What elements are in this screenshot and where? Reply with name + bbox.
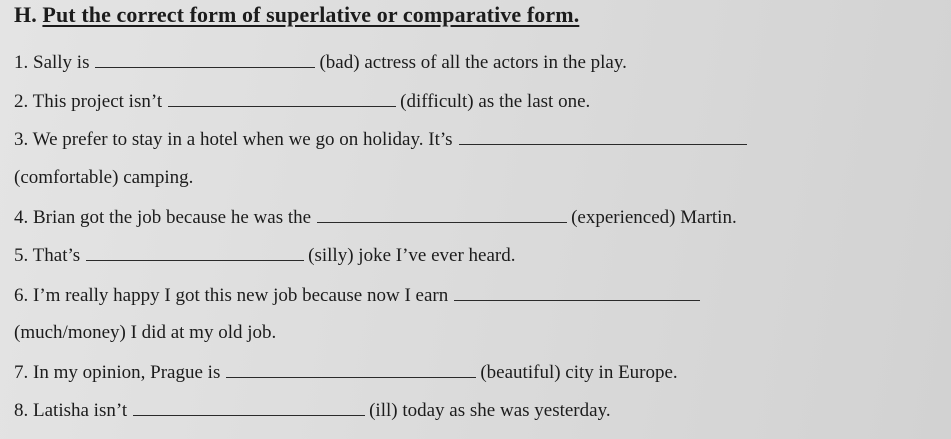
- exercise-letter: H.: [14, 2, 37, 27]
- item-1-blank[interactable]: [95, 50, 315, 68]
- item-5-suffix: (silly) joke I’ve ever heard.: [308, 245, 516, 266]
- item-7-suffix: (beautiful) city in Europe.: [480, 362, 678, 383]
- exercise-item-6-continuation: [14, 321, 276, 345]
- exercise-item-2: [14, 89, 590, 114]
- exercise-item-3-continuation: [14, 166, 193, 190]
- exercise-item-1: [14, 50, 627, 75]
- item-1-suffix: (bad) actress of all the actors in the play.: [319, 52, 627, 73]
- item-2-suffix: (difficult) as the last one.: [400, 91, 591, 112]
- item-4-prefix: 4. Brian got the job because he was the: [14, 207, 312, 228]
- exercise-item-5: [14, 243, 515, 268]
- item-3-continuation-text: (comfortable) camping.: [14, 167, 194, 188]
- item-4-blank[interactable]: [317, 205, 567, 223]
- exercise-item-8: [14, 398, 611, 423]
- item-8-blank[interactable]: [133, 398, 365, 416]
- item-6-prefix: 6. I’m really happy I got this new job because now I earn: [14, 285, 449, 306]
- exercise-heading: [14, 2, 579, 28]
- exercise-item-6: [14, 283, 700, 308]
- item-7-prefix: 7. In my opinion, Prague is: [14, 362, 221, 383]
- item-4-suffix: (experienced) Martin.: [571, 207, 737, 228]
- item-8-prefix: 8. Latisha isn’t: [14, 400, 128, 421]
- item-3-prefix: 3. We prefer to stay in a hotel when we go on holiday. It’s: [14, 129, 453, 150]
- item-6-blank[interactable]: [454, 283, 700, 301]
- exercise-item-3: [14, 127, 747, 152]
- item-5-blank[interactable]: [86, 243, 304, 261]
- item-8-suffix: (ill) today as she was yesterday.: [369, 400, 611, 421]
- item-6-continuation-text: (much/money) I did at my old job.: [14, 322, 277, 343]
- exercise-title: Put the correct form of superlative or comparative form.: [42, 2, 580, 27]
- exercise-item-7: [14, 360, 678, 385]
- item-2-blank[interactable]: [168, 89, 396, 107]
- item-7-blank[interactable]: [226, 360, 476, 378]
- item-1-prefix: 1. Sally is: [14, 52, 90, 73]
- item-2-prefix: 2. This project isn’t: [14, 91, 163, 112]
- item-3-blank[interactable]: [459, 127, 747, 145]
- item-5-prefix: 5. That’s: [14, 245, 81, 266]
- exercise-item-4: [14, 205, 737, 230]
